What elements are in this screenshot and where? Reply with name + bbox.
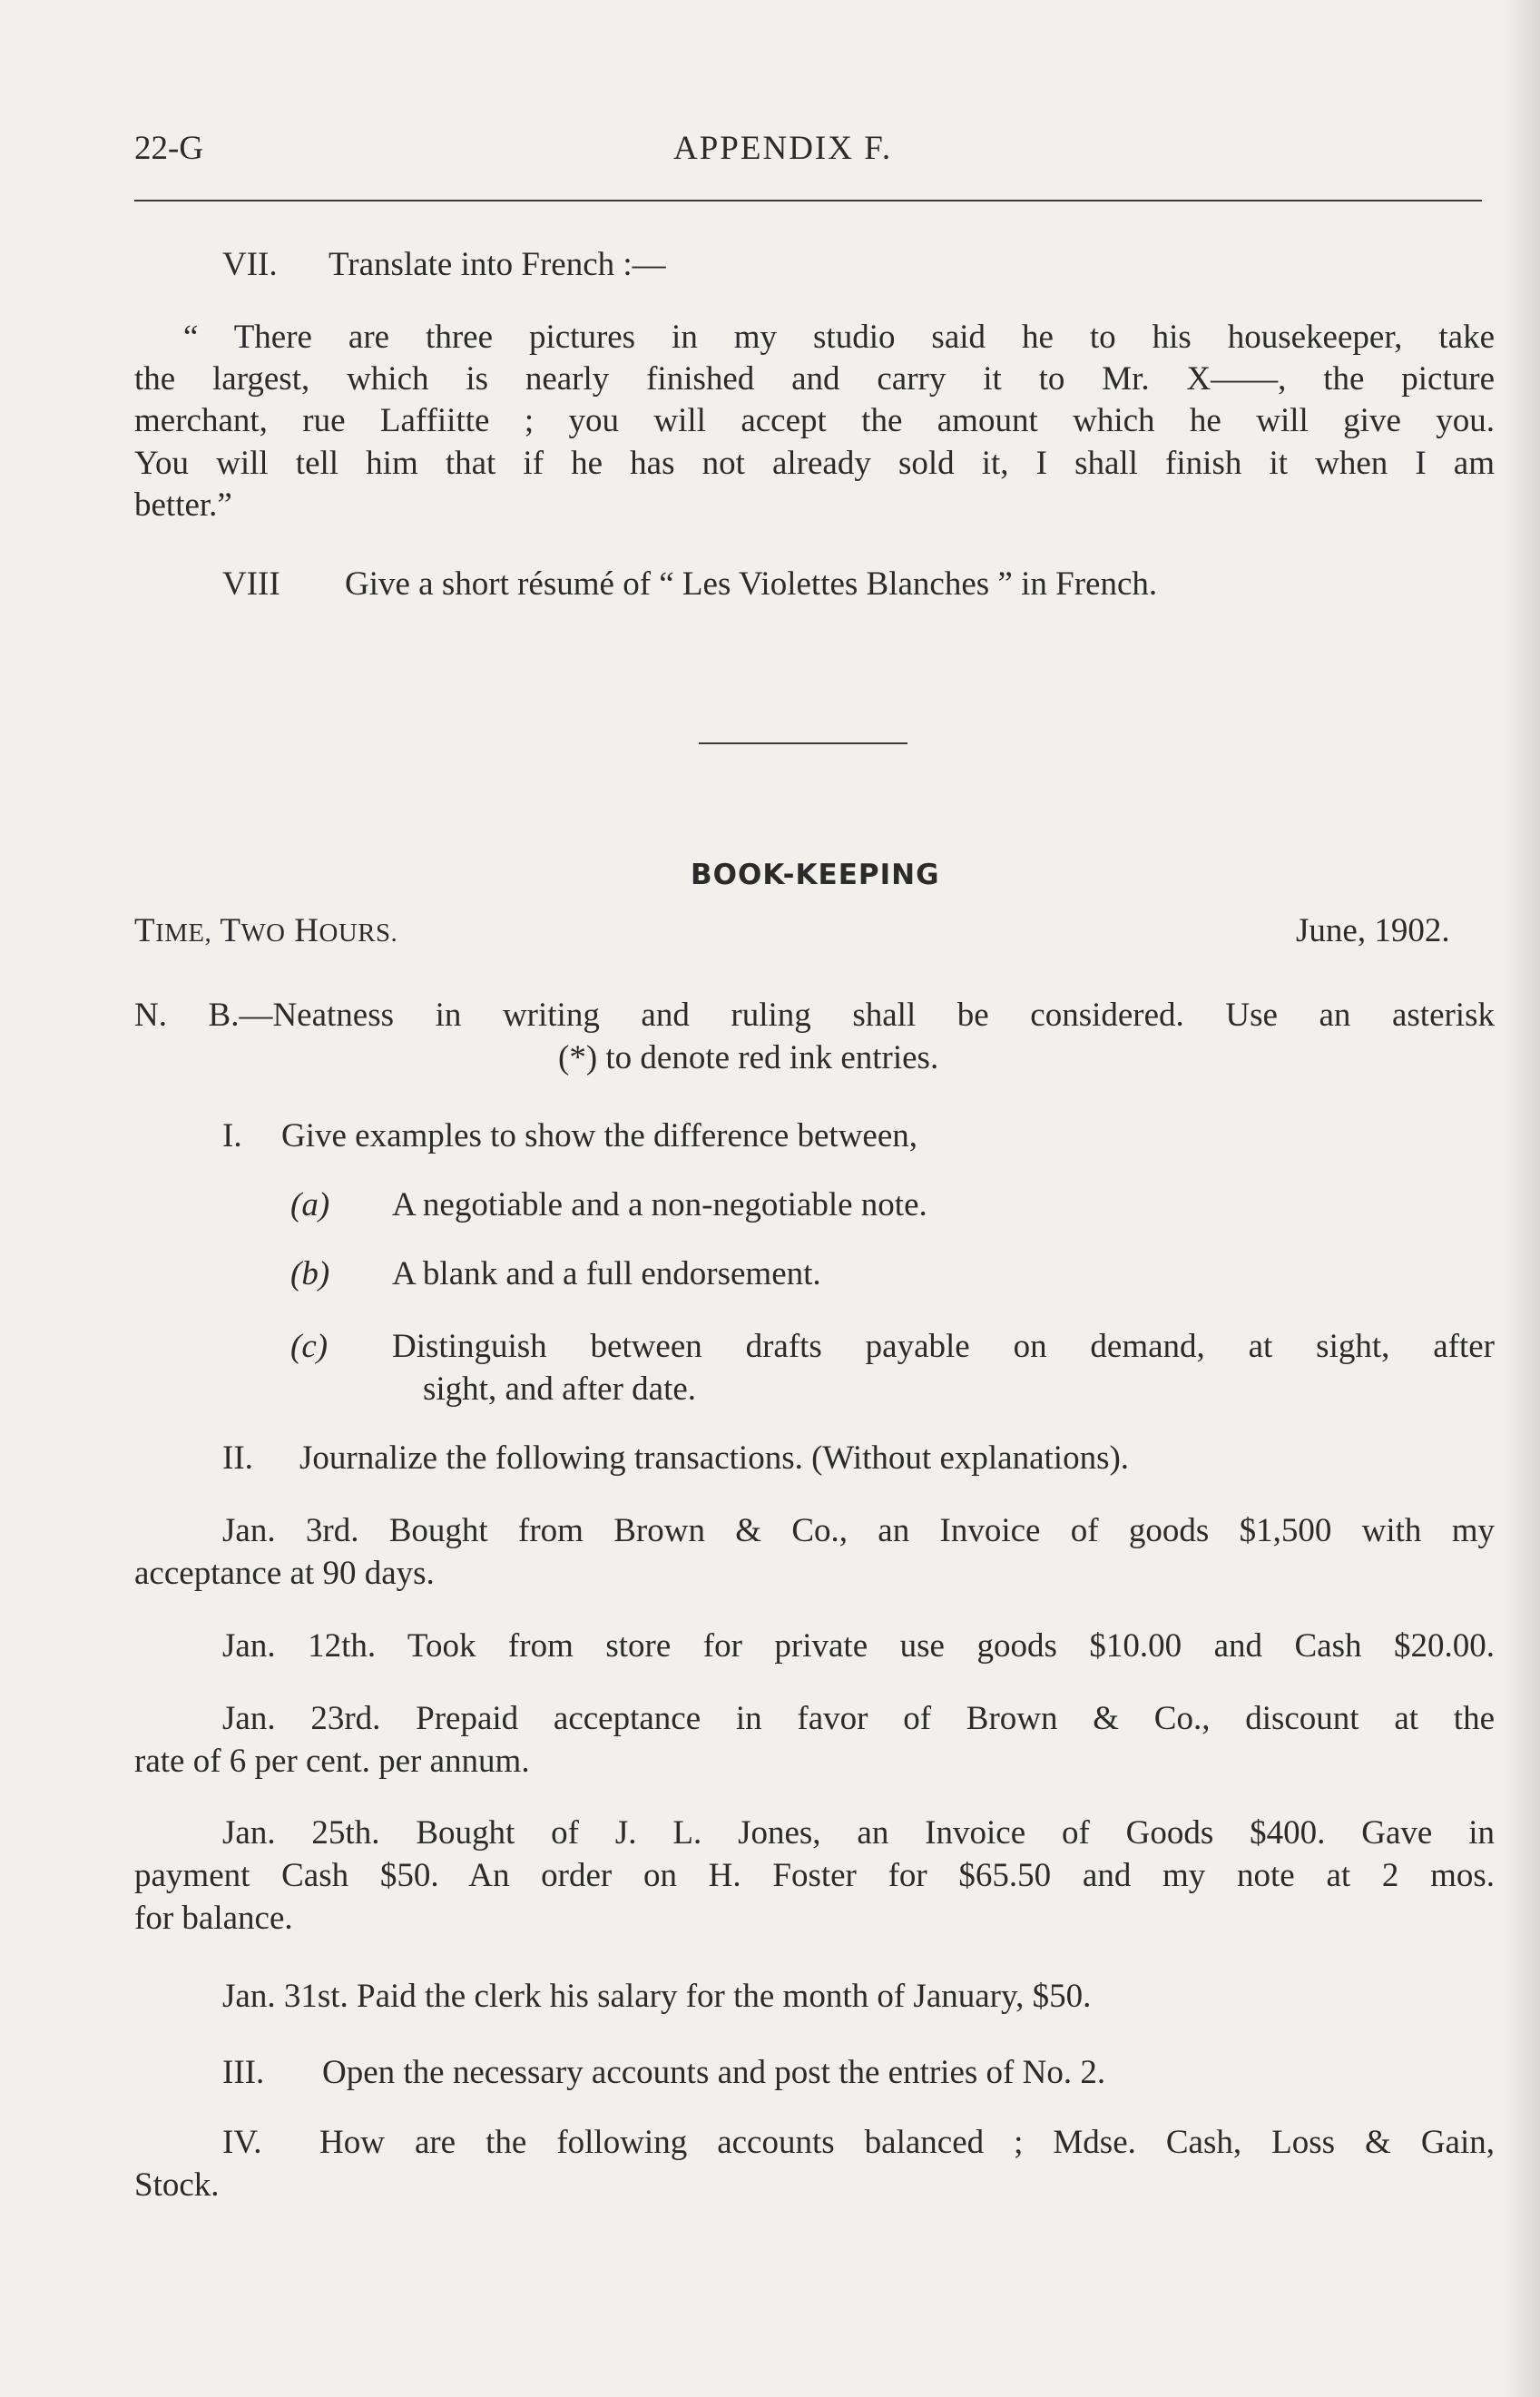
transaction-jan-12: Jan. 12th. Took from store for private use goods $10.00 and Cash $20.00.: [222, 1627, 1495, 1665]
question-8-number: VIII: [222, 565, 280, 603]
question-3-number: III.: [222, 2054, 265, 2091]
item-b-text: A blank and a full endorsement.: [392, 1255, 821, 1292]
transaction-jan-3-line-1: Jan. 3rd. Bought from Brown & Co., an Invoice of goods $1,500 with my: [222, 1512, 1495, 1549]
item-a-text: A negotiable and a non-negotiable note.: [392, 1186, 927, 1223]
header-rule: [134, 200, 1482, 201]
passage-line-1: “ There are three pictures in my studio said he to his housekeeper, take: [183, 319, 1495, 356]
question-2-number: II.: [222, 1439, 253, 1477]
transaction-jan-3-line-2: acceptance at 90 days.: [134, 1555, 435, 1592]
question-4-text: How are the following accounts balanced ; Mdse. Cash, Loss & Gain,: [319, 2124, 1495, 2161]
question-1-number: I.: [222, 1117, 242, 1154]
transaction-jan-25-line-1: Jan. 25th. Bought of J. L. Jones, an Invoice of Goods $400. Gave in: [222, 1814, 1495, 1852]
section-heading: BOOK-KEEPING: [691, 859, 940, 891]
item-c-text: Distinguish between drafts payable on demand, at sight, after: [392, 1328, 1495, 1365]
question-7-number: VII.: [222, 246, 278, 283]
item-a-label: (a): [290, 1186, 330, 1223]
nb-note-line-1: N. B.—Neatness in writing and ruling shall be considered. Use an asterisk: [134, 997, 1495, 1034]
item-c-text-line-2: sight, and after date.: [423, 1370, 697, 1408]
transaction-jan-23-line-2: rate of 6 per cent. per annum.: [134, 1743, 530, 1780]
passage-line-4: You will tell him that if he has not already sold it, I shall finish it when I am: [134, 445, 1495, 482]
question-1-text: Give examples to show the difference between,: [281, 1117, 918, 1154]
item-c-label: (c): [290, 1328, 329, 1365]
page-number: 22-G: [134, 130, 204, 167]
passage-line-5: better.”: [134, 486, 232, 524]
section-divider: [699, 742, 907, 744]
item-b-label: (b): [290, 1255, 330, 1292]
passage-line-2: the largest, which is nearly finished and carry it to Mr. X——, the picture: [134, 360, 1495, 398]
exam-date: June, 1902.: [1296, 912, 1450, 949]
transaction-jan-25-line-3: for balance.: [134, 1900, 293, 1937]
passage-line-3: merchant, rue Laffiitte ; you will accept the amount which he will give you.: [134, 402, 1495, 439]
transaction-jan-23-line-1: Jan. 23rd. Prepaid acceptance in favor of Brown & Co., discount at the: [222, 1700, 1495, 1737]
question-4-text-line-2: Stock.: [134, 2166, 220, 2204]
running-title: APPENDIX F.: [673, 130, 893, 167]
time-allowed: TIME, TWO HOURS.: [134, 912, 398, 949]
transaction-jan-25-line-2: payment Cash $50. An order on H. Foster for $65.50 and my note at 2 mos.: [134, 1857, 1495, 1894]
question-8-text: Give a short résumé of “ Les Violettes Blanches ” in French.: [345, 565, 1158, 603]
page-edge-shadow: [1504, 0, 1540, 2397]
nb-note-line-2: (*) to denote red ink entries.: [558, 1039, 939, 1076]
question-2-text: Journalize the following transactions. (Without explanations).: [299, 1439, 1130, 1477]
transaction-jan-31: Jan. 31st. Paid the clerk his salary for the month of January, $50.: [222, 1978, 1092, 2015]
question-4-number: IV.: [222, 2124, 262, 2161]
question-7-text: Translate into French :—: [329, 246, 666, 283]
question-3-text: Open the necessary accounts and post the entries of No. 2.: [322, 2054, 1106, 2091]
